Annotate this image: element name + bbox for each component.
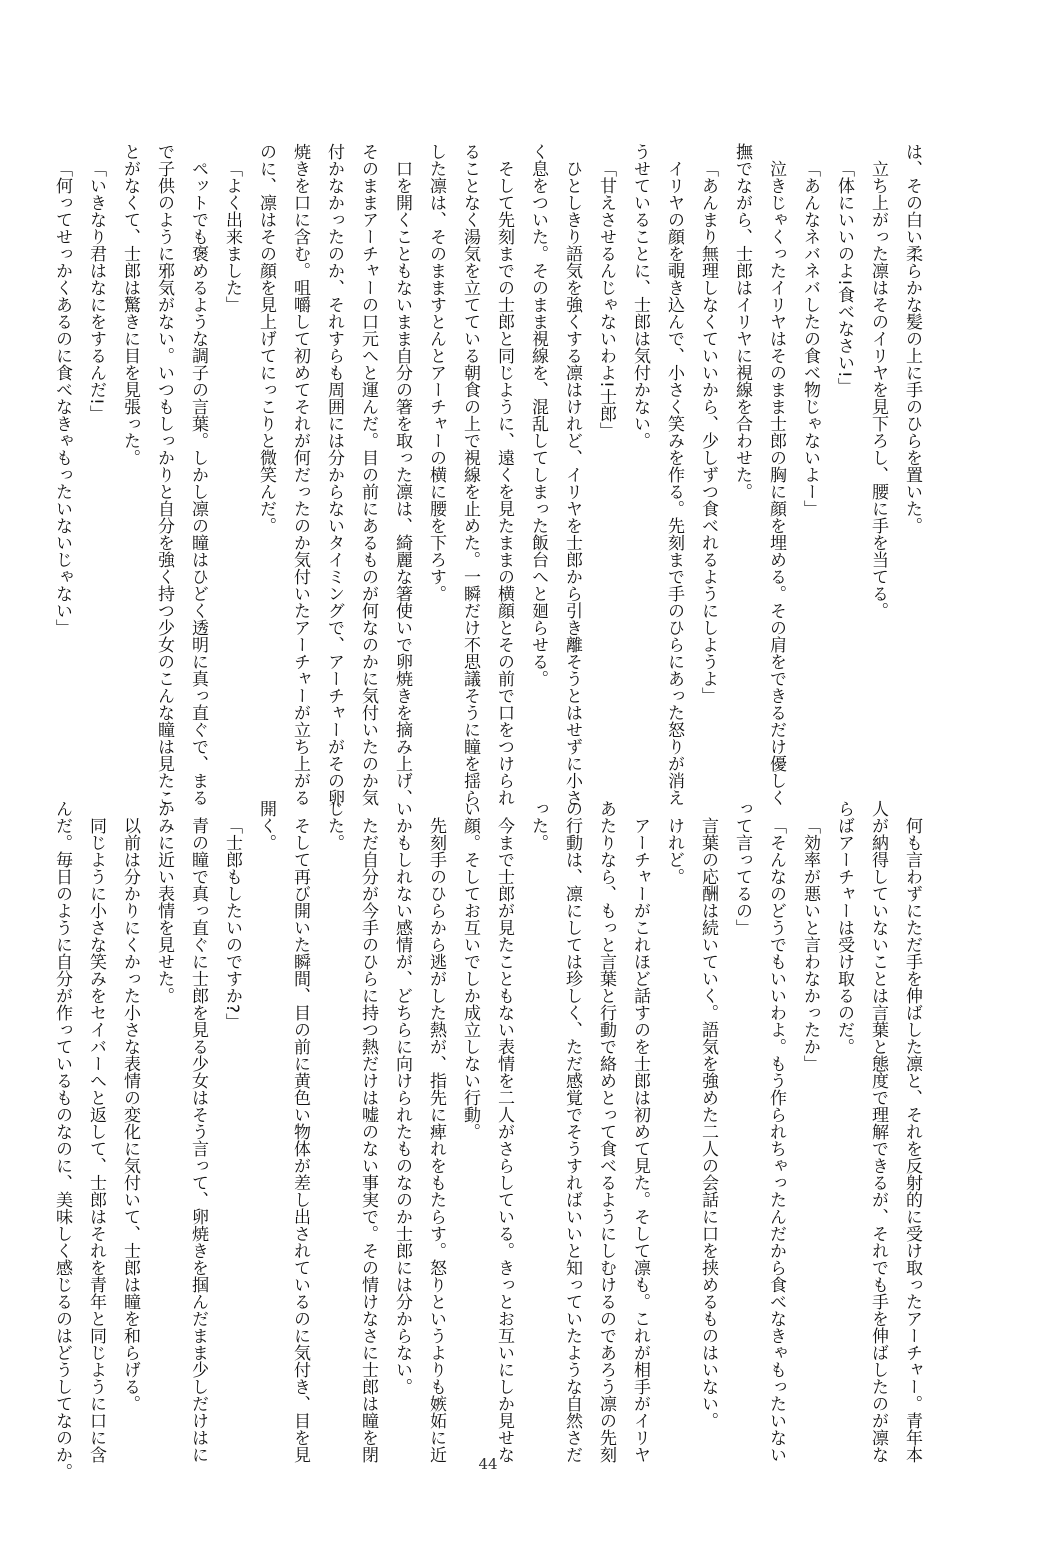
text-line: 今まで士郎が見たこともない表情を二人がさらしている。きっとお互いにしか見せな <box>494 817 514 1463</box>
text-line: い顔。そしてお互いでしか成立しない行動。 <box>460 800 480 1140</box>
text-line: は、その白い柔らかな髪の上に手のひらを置いた。 <box>902 143 922 534</box>
text-line: そして先刻までの士郎と同じように、遠くを見たままの横顔とその前で口をつけられ <box>494 160 514 806</box>
text-line: った。 <box>528 800 548 851</box>
text-line: 「何ってせっかくあるのに食べなきゃもったいないじゃない」 <box>52 160 72 636</box>
text-line: ひとしきり語気を強くする凛はけれど、イリヤを士郎から引き離そうとはせずに小さ <box>562 160 582 806</box>
text-line: 付かなかったのか、それすらも周囲には分からないタイミングで、アーチャーがその卵 <box>324 143 344 806</box>
text-line: 以前は分かりにくかった小さな表情の変化に気付いて、士郎は瞳を和らげる。 <box>120 817 140 1412</box>
text-line: そのままアーチャーの口元へと運んだ。目の前にあるものが何なのかに気付いたのか気 <box>358 143 378 806</box>
text-line: 「効率が悪いと言わなかったか」 <box>800 817 820 1072</box>
text-block-top <box>45 143 929 806</box>
page-number: 44 <box>478 1455 498 1473</box>
text-line: 「いきなり君はなにをするんだ!」 <box>86 160 106 422</box>
text-line: 言葉の応酬は続いていく。語気を強めた二人の会話に口を挟めるものはいない。 <box>698 817 718 1429</box>
text-line: イリヤの顔を覗き込んで、小さく笑みを作る。先刻まで手のひらにあった怒りが消え <box>664 160 684 806</box>
text-line: 「甘えさせるんじゃないわよ!士郎」 <box>596 160 616 439</box>
text-line: 「よく出来ました」 <box>222 160 242 313</box>
text-line: 人が納得していないことは言葉と態度で理解できるが、それでも手を伸ばしたのが凛な <box>868 800 888 1463</box>
text-line: した凛は、そのまますとんとアーチャーの横に腰を下ろす。 <box>426 143 446 602</box>
text-line: あたりなら、もっと言葉と行動で絡めとって食べるようにしむけるのであろう凛の先刻 <box>596 800 616 1463</box>
text-line: 何も言わずにただ手を伸ばした凛と、それを反射的に受け取ったアーチャー。青年本 <box>902 817 922 1463</box>
text-line: ることなく湯気を立てている朝食の上で視線を止めた。一瞬だけ不思議そうに瞳を揺ら <box>460 143 480 806</box>
text-line: とがなくて、士郎は驚きに目を見張った。 <box>120 143 140 466</box>
text-line: 口を開くこともないまま自分の箸を取った凛は、綺麗な箸使いで卵焼きを摘み上げ、 <box>392 160 412 806</box>
text-line: アーチャーがこれほど話すのを士郎は初めて見た。そして凛も。これが相手がイリヤ <box>630 817 650 1463</box>
text-line: けれど。 <box>664 817 684 885</box>
text-line: 開く。 <box>256 800 276 851</box>
text-line: 「士郎もしたいのですか?」 <box>222 817 242 1031</box>
text-line: 「あんまり無理しなくていいから、少しずつ食べれるようにしようよ」 <box>698 160 718 704</box>
text-line: そして再び開いた瞬間、目の前に黄色い物体が差し出されているのに気付き、目を見 <box>290 817 310 1463</box>
text-line: らばアーチャーは受け取るのだ。 <box>834 800 854 1055</box>
text-line: 立ち上がった凛はそのイリヤを見下ろし、腰に手を当てる。 <box>868 160 888 619</box>
text-line: 青の瞳で真っ直ぐに士郎を見る少女はそう言って、卵焼きを掴んだまま少しだけはに <box>188 817 208 1463</box>
text-line: 「体にいいのよ!食べなさい!」 <box>834 160 854 395</box>
text-line: ただ自分が今手のひらに持つ熱だけは嘘のない事実で。その情けなさに士郎は瞳を閉 <box>358 817 378 1463</box>
text-line: 「そんなのどうでもいいわよ。もう作られちゃったんだから食べなきゃもったいない <box>766 817 786 1463</box>
text-line: のに、凛はその顔を見上げてにっこりと微笑んだ。 <box>256 143 276 534</box>
text-line: んだ。毎日のように自分が作っているものなのに、美味しく感じるのはどうしてなのか。 <box>52 800 72 1480</box>
text-line: で子供のように邪気がない。いつもしっかりと自分を強く持つ少女のこんな瞳は見たこ <box>154 143 174 806</box>
text-line: 同じように小さな笑みをセイバーへと返して、士郎はそれを青年と同じように口に含 <box>86 817 106 1463</box>
text-line: って言ってるの」 <box>732 800 752 936</box>
text-line: いかもしれない感情が、どちらに向けられたものなのか士郎には分からない。 <box>392 800 412 1395</box>
text-line: 先刻手のひらから逃がした熱が、指先に痺れをもたらす。怒りというよりも嫉妬に近 <box>426 817 446 1463</box>
text-line: 泣きじゃくったイリヤはそのまま士郎の胸に顔を埋める。その肩をできるだけ優しく <box>766 160 786 806</box>
text-line: 焼きを口に含む。咀嚼して初めてそれが何だったのか気付いたアーチャーが立ち上がる <box>290 143 310 806</box>
text-line: かみに近い表情を見せた。 <box>154 800 174 1004</box>
text-line: 「あんなネバネバしたの食べ物じゃないよー」 <box>800 160 820 517</box>
text-line: の行動は、凛にしては珍しく、ただ感覚でそうすればいいと知っていたような自然さだ <box>562 800 582 1463</box>
text-line: じた。 <box>324 800 344 851</box>
text-line: ペットでも褒めるような調子の言葉。しかし凛の瞳はひどく透明に真っ直ぐで、まる <box>188 160 208 806</box>
text-line: く息をついた。そのまま視線を、混乱してしまった飯台へと廻らせる。 <box>528 143 548 687</box>
text-line: うせていることに、士郎は気付かない。 <box>630 143 650 449</box>
text-line: 撫でながら、士郎はイリヤに視線を合わせた。 <box>732 143 752 500</box>
